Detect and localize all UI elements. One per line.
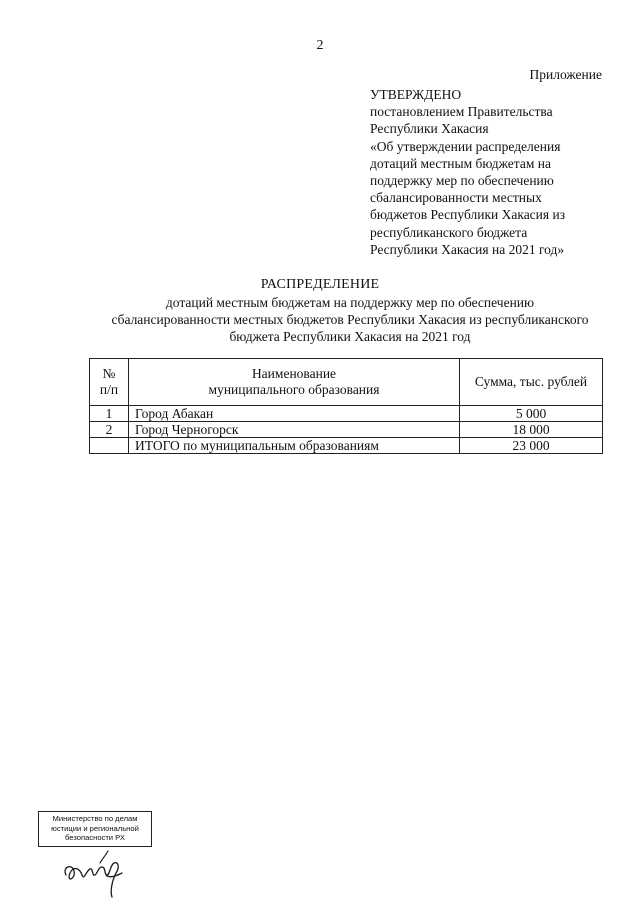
ministry-stamp — [38, 811, 152, 847]
row-sum: 18 000 — [460, 422, 603, 438]
approval-line: поддержку мер по обеспечению — [370, 173, 554, 189]
appendix-label: Приложение — [529, 67, 602, 82]
stamp-line: безопасности РХ — [65, 833, 125, 843]
distribution-table — [89, 358, 603, 454]
approval-line: постановлением Правительства — [370, 104, 553, 120]
stamp-line: юстиции и региональной — [51, 823, 139, 833]
approval-block — [370, 86, 620, 258]
stamp-line: Министерство по делам — [52, 814, 138, 823]
subtitle-line: сбалансированности местных бюджетов Республики Хакасия из республиканского — [111, 312, 589, 327]
approval-line: бюджетов Республики Хакасия из — [370, 207, 566, 223]
row-municipality: Город Черногорск — [129, 422, 460, 438]
row-number: 1 — [90, 406, 129, 422]
header-number-abbr: п/п — [99, 382, 119, 397]
header-name-line: муниципального образования — [208, 382, 380, 397]
document-subtitle — [80, 294, 620, 345]
row-municipality: ИТОГО по муниципальным образованиям — [129, 438, 460, 454]
row-municipality: Город Абакан — [129, 406, 460, 422]
table-header-row — [90, 359, 603, 406]
document-title: РАСПРЕДЕЛЕНИЕ — [260, 277, 380, 292]
row-number — [90, 438, 129, 454]
subtitle-line: бюджета Республики Хакасия на 2021 год — [229, 329, 471, 344]
header-sum: Сумма, тыс. рублей — [460, 359, 603, 406]
approval-line: сбалансированности местных — [370, 190, 542, 206]
row-sum: 23 000 — [460, 438, 603, 454]
header-name — [129, 359, 460, 406]
header-number — [90, 359, 129, 406]
table-row — [90, 406, 603, 422]
subtitle-line: дотаций местным бюджетам на поддержку мер по обеспечению — [165, 295, 535, 310]
approval-line: «Об утверждении распределения — [370, 138, 561, 154]
header-name-line: Наименование — [251, 366, 337, 381]
table-total-row — [90, 438, 603, 454]
header-number-symbol: № — [102, 366, 116, 381]
row-number: 2 — [90, 422, 129, 438]
row-sum: 5 000 — [460, 406, 603, 422]
approval-line: Республики Хакасия — [370, 121, 489, 137]
approval-line: дотаций местным бюджетам на — [370, 155, 551, 171]
approval-line: республиканского бюджета — [370, 224, 528, 240]
table-row — [90, 422, 603, 438]
handwritten-signature — [60, 845, 130, 900]
approval-line: Республики Хакасия на 2021 год» — [370, 241, 565, 257]
approval-line: УТВЕРЖДЕНО — [370, 87, 462, 102]
page-number: 2 — [316, 38, 324, 53]
